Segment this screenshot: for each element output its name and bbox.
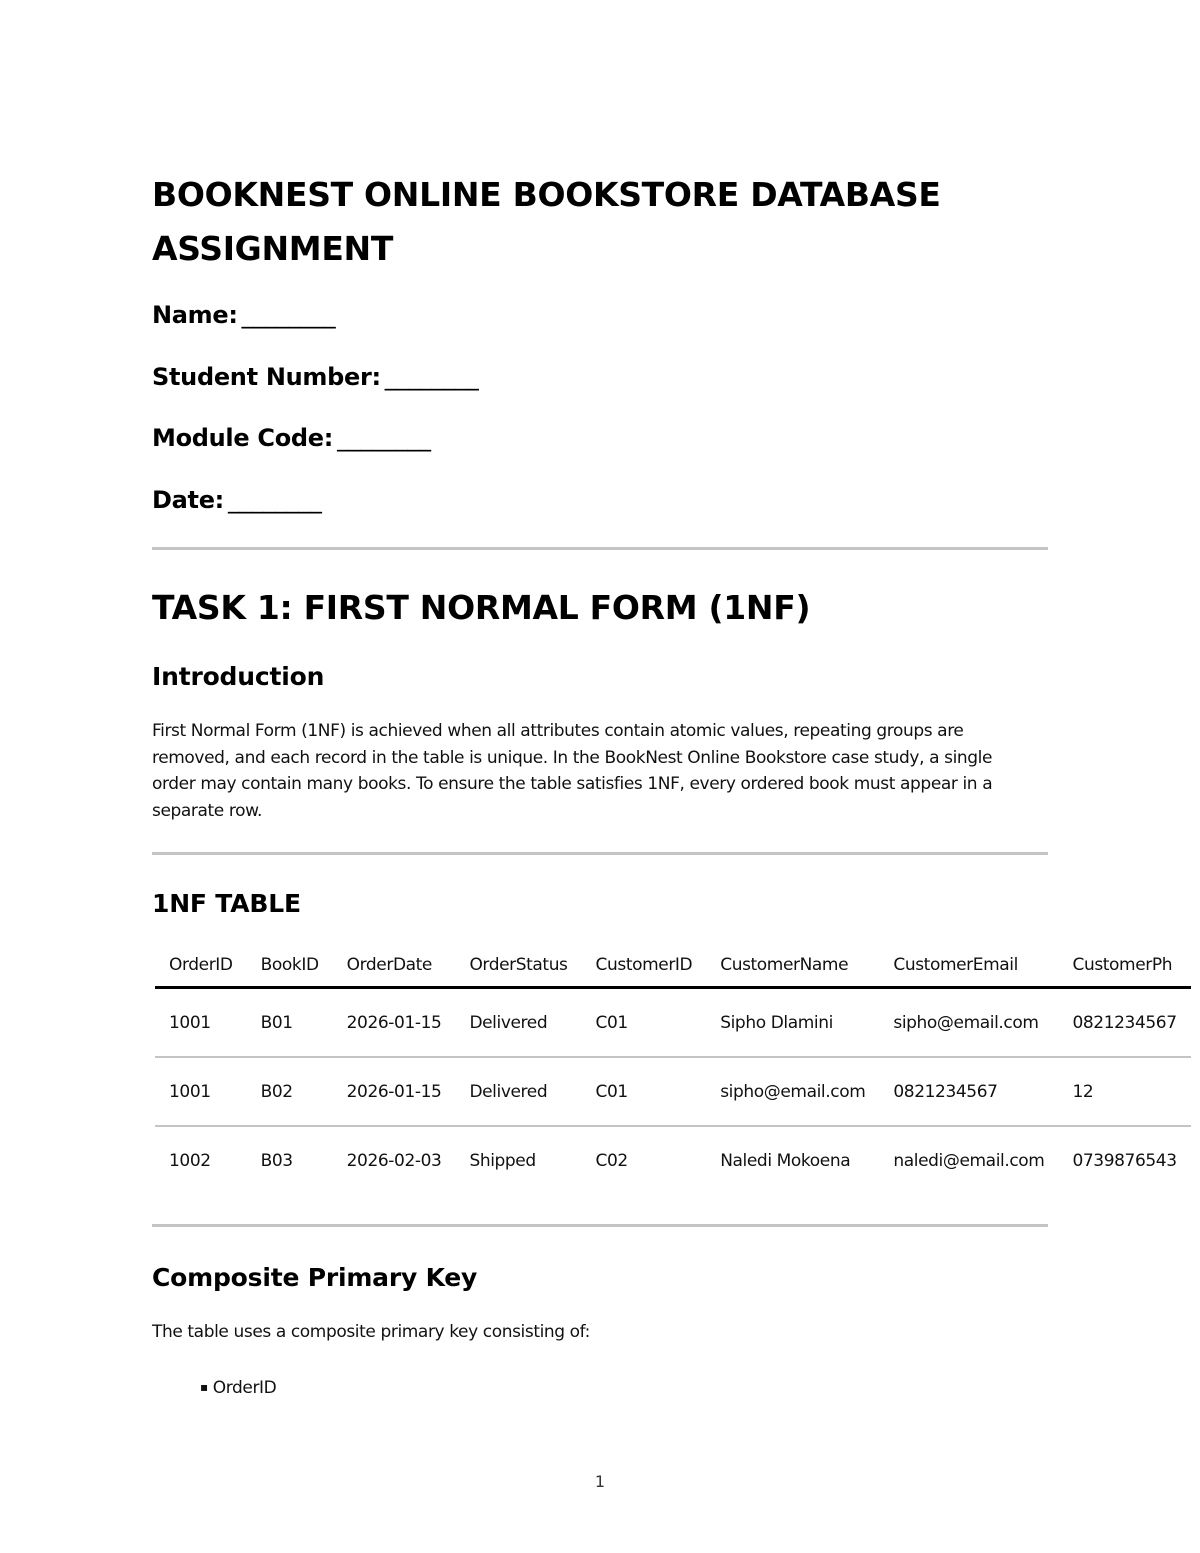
composite-key-heading: Composite Primary Key: [152, 1263, 478, 1292]
column-header: OrderDate: [333, 944, 456, 988]
horizontal-rule: [152, 1224, 1048, 1227]
table-cell: 1001: [155, 1057, 247, 1126]
introduction-paragraph: First Normal Form (1NF) is achieved when all attributes contain atomic values, repeating groups are removed, and each record in the table is unique. In the BookNest Online Bookstore case study, a single order may contain many books. To ensure the table satisfies 1NF, every ordered book must appear in a separate row.: [152, 721, 993, 821]
list-item: ▪ OrderID: [200, 1375, 276, 1402]
1nf-table-heading: 1NF TABLE: [152, 889, 301, 918]
column-header: OrderStatus: [455, 944, 581, 988]
table-row: [155, 1057, 1191, 1126]
table-cell: Shipped: [469, 1150, 536, 1171]
module-code-field: [152, 421, 431, 455]
table-cell: B03: [260, 1150, 293, 1171]
column-header: CustomerPh: [1058, 944, 1190, 988]
table-cell: 0821234567: [1058, 988, 1190, 1058]
horizontal-rule: [152, 547, 1048, 550]
column-header: CustomerID: [582, 944, 707, 988]
page-number: 1: [594, 1472, 606, 1491]
column-header: CustomerEmail: [879, 944, 1058, 988]
composite-key-list: [200, 1375, 276, 1402]
table-cell: C02: [595, 1150, 628, 1171]
table-cell: Delivered: [455, 988, 581, 1058]
date-field: [152, 483, 322, 517]
table-cell: sipho@email.com: [879, 988, 1058, 1058]
introduction-heading: Introduction: [152, 662, 325, 691]
task-1-heading: TASK 1: FIRST NORMAL FORM (1NF): [152, 588, 811, 627]
student-number-field: [152, 360, 478, 394]
name-blank: ________: [241, 301, 336, 329]
table-cell: 1001: [155, 988, 247, 1058]
column-header: BookID: [247, 944, 333, 988]
table-cell: 2026-02-03: [346, 1150, 442, 1171]
table-header-row: [155, 944, 1191, 988]
date-label: Date:: [152, 486, 224, 514]
1nf-table: [155, 944, 1191, 1194]
date-blank: ________: [227, 486, 322, 514]
table-cell: 0739876543: [1072, 1150, 1177, 1171]
table-cell: C01: [582, 1057, 707, 1126]
1nf-table-container: [155, 944, 1200, 1204]
column-header: CustomerName: [706, 944, 879, 988]
table-cell: Delivered: [455, 1057, 581, 1126]
table-cell: 2026-01-15: [333, 1057, 456, 1126]
table-cell: 2026-01-15: [333, 988, 456, 1058]
column-header: OrderID: [155, 944, 247, 988]
table-cell: Naledi Mokoena: [720, 1150, 851, 1171]
student-number-label: Student Number:: [152, 363, 381, 391]
table-cell: 0821234567: [879, 1057, 1058, 1126]
composite-key-paragraph: The table uses a composite primary key consisting of:: [152, 1322, 590, 1342]
student-number-blank: ________: [384, 363, 479, 391]
module-code-blank: ________: [337, 424, 431, 452]
document-title: BOOKNEST ONLINE BOOKSTORE DATABASE ASSIGNMENT: [152, 175, 941, 268]
module-code-label: Module Code:: [152, 424, 334, 452]
table-cell: B02: [247, 1057, 333, 1126]
table-cell: 12: [1058, 1057, 1190, 1126]
name-label: Name:: [152, 301, 238, 329]
table-cell: naledi@email.com: [893, 1150, 1045, 1171]
name-field: [152, 298, 335, 332]
horizontal-rule: [152, 852, 1048, 855]
table-cell: C01: [582, 988, 707, 1058]
table-cell: sipho@email.com: [706, 1057, 879, 1126]
table-cell: 1002: [169, 1150, 211, 1171]
table-cell: B01: [247, 988, 333, 1058]
table-row: [155, 1126, 1191, 1194]
table-row: [155, 988, 1191, 1058]
table-cell: Sipho Dlamini: [706, 988, 879, 1058]
